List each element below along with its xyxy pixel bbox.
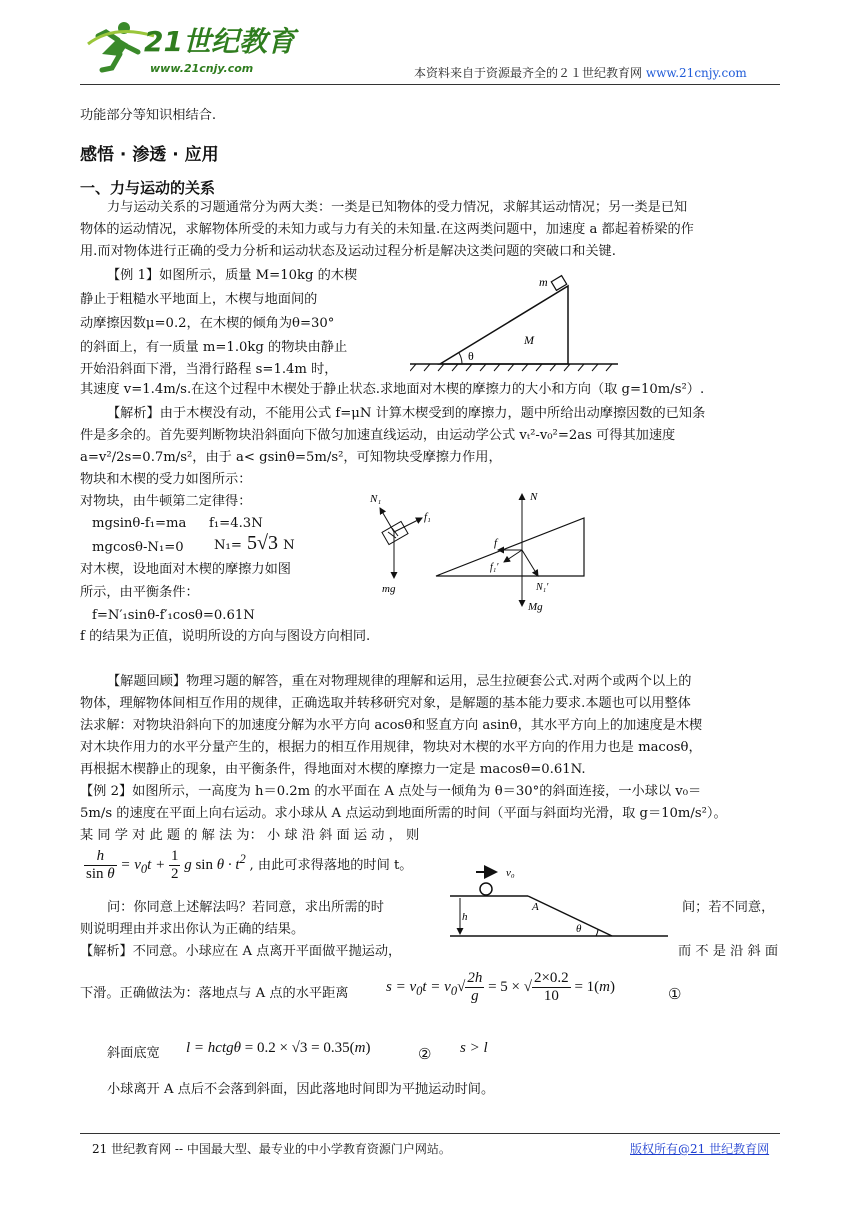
sol2-mark1: ① bbox=[668, 985, 682, 1003]
ex1-line4: 的斜面上，有一质量 m=1.0kg 的物块由静止 bbox=[80, 340, 348, 355]
sol2-mark2: ② bbox=[418, 1045, 432, 1063]
fig3-label-A: A bbox=[532, 901, 539, 913]
fig1-label-theta: θ bbox=[468, 349, 474, 363]
ex1-line3: 动摩擦因数μ=0.2，在木楔的倾角为θ=30° bbox=[80, 316, 335, 331]
sol1-eq2d: N bbox=[283, 538, 295, 553]
sol1-line3: a=v²/2s=0.7m/s²，由于 a< gsinθ=5m/s²，可知物块受摩擦力作用， bbox=[80, 450, 502, 465]
header-rule bbox=[80, 84, 780, 85]
sol1-eq2b: N₁= bbox=[214, 538, 242, 553]
ex2-line1: 【例 2】如图所示，一高度为 h＝0.2m 的水平面在 A 点处与一倾角为 θ＝30°的斜面连接，一小球以 v₀＝ bbox=[80, 784, 702, 799]
wedge-force-diagram bbox=[432, 488, 592, 617]
sol1-line8: f 的结果为正值，说明所设的方向与图设方向相同. bbox=[80, 629, 371, 644]
fig2-label-f: f bbox=[494, 537, 498, 549]
review-line1: 【解题回顾】物理习题的解答，重在对物理规律的理解和运用，忌生拉硬套公式.对两个或两个以上的 bbox=[107, 674, 692, 689]
sol1-eq1b: f₁=4.3N bbox=[209, 516, 263, 531]
fig2-label-N1p: N₁′ bbox=[536, 582, 549, 593]
footer-rule bbox=[80, 1133, 780, 1134]
ex2-line4b: 间；若不同意， bbox=[682, 900, 775, 915]
fig2-label-mg: mg bbox=[382, 583, 396, 595]
sol1-eq1a: mgsinθ-f₁=ma bbox=[92, 516, 187, 531]
fig2-label-Mg: Mg bbox=[528, 601, 543, 613]
sol2-eq-l: l = hctgθ = 0.2 × √3 = 0.35(m) bbox=[186, 1040, 371, 1056]
fig2-label-f1: f₁ bbox=[424, 511, 431, 523]
sol1-line1: 【解析】由于木楔没有动，不能用公式 f=μN 计算木楔受到的摩擦力，题中所给出动摩擦因数的已知条 bbox=[107, 406, 706, 421]
sol1-line5: 对物块，由牛顿第二定律得： bbox=[80, 494, 252, 509]
sol2-eq-s: $s = v_0t = v_0√$ $\frac{2h}{g}$ = 5 × √ $\frac{2\times 0.2}{10}$ = 1(m) bbox=[386, 970, 615, 1004]
ex2-formula: $\frac{h}{\text{sin θ}}$ = $v_0t$ + $\frac{1}{2}$ g $\sin \theta \cdot t^2$ , 由此可求得落地的时间 t。 bbox=[86, 848, 413, 882]
fig1-label-m: m bbox=[539, 275, 548, 289]
fig2-label-N: N bbox=[530, 491, 538, 503]
sol1-eq2-result bbox=[214, 532, 295, 556]
intro-line: 功能部分等知识相结合. bbox=[80, 108, 217, 123]
footer-copyright-link[interactable]: 版权所有@21 世纪教育网 bbox=[630, 1142, 770, 1156]
logo-text: 21世纪教育 bbox=[144, 25, 295, 58]
sol2-line2: 下滑。正确做法为：落地点与 A 点的水平距离 bbox=[80, 986, 349, 1001]
ex1-line1: 【例 1】如图所示，质量 M=10kg 的木楔 bbox=[107, 268, 358, 283]
sol1-eq2c: 5√3 bbox=[246, 532, 278, 554]
sol1-line6: 对木楔，设地面对木楔的摩擦力如图 bbox=[80, 562, 291, 577]
sol1-eq2a: mgcosθ-N₁=0 bbox=[92, 540, 184, 555]
fig3-label-h: h bbox=[462, 911, 468, 923]
ex1-line6: 其速度 v=1.4m/s.在这个过程中木楔处于静止状态.求地面对木楔的摩擦力的大小和方向（取 g=10m/s²）. bbox=[80, 382, 705, 397]
fig3-label-theta: θ bbox=[576, 923, 582, 935]
header-tagline-prefix: 本资料来自于资源最齐全的２１世纪教育网 bbox=[414, 66, 643, 80]
para1-line2: 物体的运动情况，求解物体所受的未知力或与力有关的未知量.在这两类问题中，加速度 a 都起着桥梁的作 bbox=[80, 222, 694, 237]
header-site-link[interactable]: www.21cnjy.com bbox=[645, 66, 747, 80]
review-line3: 法求解：对物块沿斜向下的加速度分解为水平方向 acosθ和竖直方向 asinθ，其水平方向上的加速度是木楔 bbox=[80, 718, 703, 733]
sol2-eq-cmp: s > l bbox=[460, 1040, 488, 1056]
sol2-line1b: 而 不 是 沿 斜 面 bbox=[678, 944, 779, 959]
ex2-line2: 5m/s 的速度在平面上向右运动。求小球从 A 点运动到地面所需的时间（平面与斜面均光滑，取 g＝10m/s²）。 bbox=[80, 806, 727, 821]
fig1-label-M: M bbox=[524, 333, 534, 347]
sol1-line7: 所示，由平衡条件： bbox=[80, 585, 199, 600]
sol2-line3: 斜面底宽 bbox=[107, 1046, 160, 1061]
para1-line3: 用.而对物体进行正确的受力分析和运动状态及运动过程分析是解决这类问题的突破口和关键. bbox=[80, 244, 616, 259]
ex1-line2: 静止于粗糙水平地面上，木楔与地面间的 bbox=[80, 292, 318, 307]
slope-figure bbox=[448, 864, 674, 944]
site-logo bbox=[84, 14, 295, 80]
fig2-label-N1: N₁ bbox=[370, 493, 382, 505]
sol1-line2: 件是多余的。首先要判断物块沿斜面向下做匀加速直线运动，由运动学公式 vₜ²-v₀²=2as 可得其加速度 bbox=[80, 428, 676, 443]
sol2-line1a: 【解析】不同意。小球应在 A 点离开平面做平抛运动， bbox=[80, 944, 402, 959]
ex2-line3: 某 同 学 对 此 题 的 解 法 为： 小 球 沿 斜 面 运 动 ， 则 bbox=[80, 828, 420, 843]
ex2-line4a: 问：你同意上述解法吗？若同意，求出所需的时 bbox=[107, 900, 384, 915]
review-line5: 再根据木楔静止的现象，由平衡条件，得地面对木楔的摩擦力一定是 macosθ=0.61N. bbox=[80, 762, 586, 777]
logo-url: www.21cnjy.com bbox=[150, 62, 254, 75]
footer-left: 21 世纪教育网 -- 中国最大型、最专业的中小学教育资源门户网站。 bbox=[92, 1142, 451, 1156]
sol2-line4: 小球离开 A 点后不会落到斜面，因此落地时间即为平抛运动时间。 bbox=[107, 1082, 495, 1097]
ex2-line5: 则说明理由并求出你认为正确的结果。 bbox=[80, 922, 305, 937]
ex1-line5: 开始沿斜面下滑，当滑行路程 s=1.4m 时， bbox=[80, 362, 338, 377]
ex2-formula-tail: , 由此可求得落地的时间 t。 bbox=[249, 857, 413, 873]
subsection-title: 一、力与运动的关系 bbox=[80, 179, 216, 197]
fig2-label-f1p: f₁′ bbox=[490, 562, 499, 573]
wedge-figure bbox=[410, 272, 620, 378]
review-line4: 对木块作用力的水平分量产生的，根据力的相互作用规律，物块对木楔的水平方向的作用力也是 macosθ， bbox=[80, 740, 702, 755]
section-title: 感悟 · 渗透 · 应用 bbox=[80, 145, 219, 165]
fig3-label-v0: v₀ bbox=[506, 867, 515, 879]
header-tagline bbox=[414, 64, 747, 81]
sol1-eq3: f=N′₁sinθ-f′₁cosθ=0.61N bbox=[92, 608, 255, 623]
para1-line1: 力与运动关系的习题通常分为两大类：一类是已知物体的受力情况，求解其运动情况；另一类是已知 bbox=[107, 200, 688, 215]
review-line2: 物体，理解物体间相互作用的规律，正确选取并转移研究对象，是解题的基本能力要求.本题也可以用整体 bbox=[80, 696, 691, 711]
sol1-line4: 物块和木楔的受力如图所示： bbox=[80, 472, 252, 487]
